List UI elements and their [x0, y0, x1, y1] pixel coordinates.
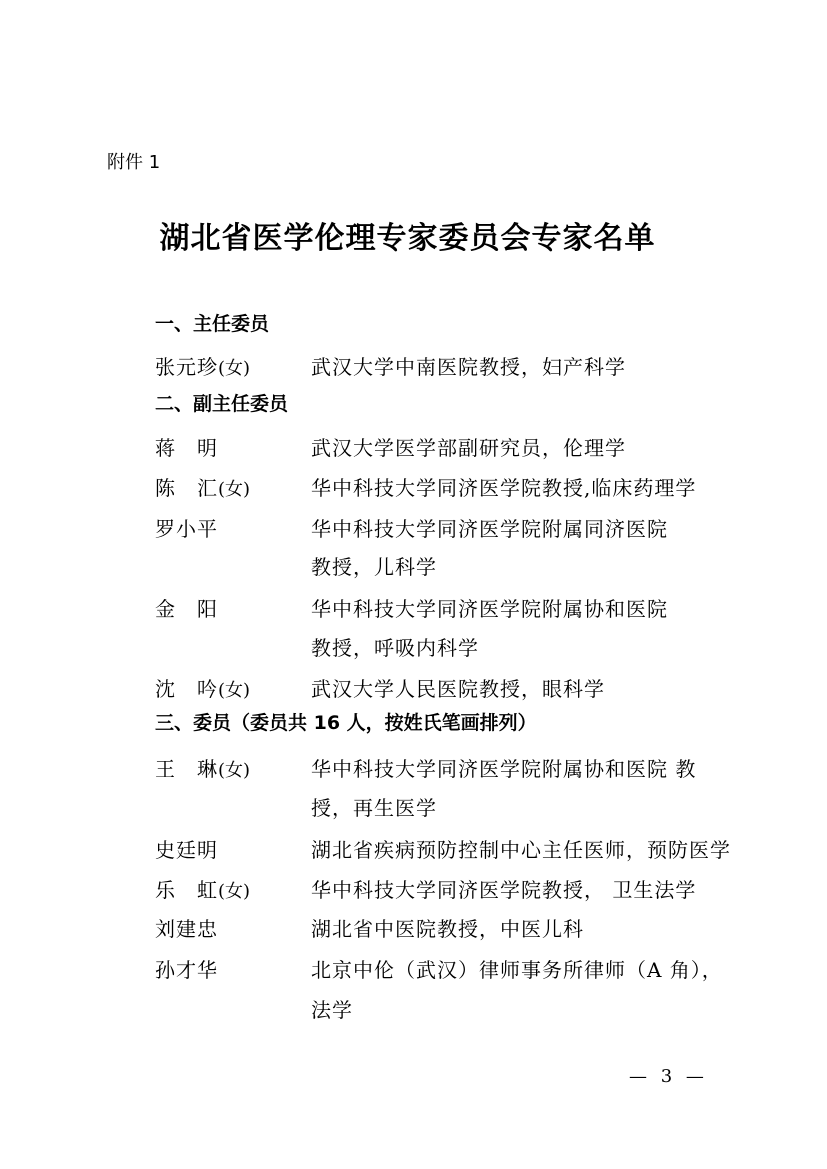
- member-gender-note: (女): [218, 479, 251, 500]
- member-desc-cont: 教授，呼吸内科学: [311, 636, 479, 660]
- member-name-text: 沈 吟: [155, 677, 218, 701]
- section-heading-vice-chair: 二、副主任委员: [155, 393, 289, 415]
- member-desc: 武汉大学人民医院教授，眼科学: [311, 677, 605, 701]
- member-name-text: 张元珍: [155, 355, 218, 379]
- member-gender-note: (女): [218, 680, 251, 701]
- member-name-text: 刘建忠: [155, 917, 218, 941]
- member-name: [155, 432, 218, 461]
- page-number: — 3 —: [629, 1066, 708, 1087]
- document-title: [0, 213, 827, 257]
- document-title-text: 湖北省医学伦理专家委员会专家名单: [159, 221, 656, 256]
- member-desc: 武汉大学医学部副研究员，伦理学: [311, 436, 626, 460]
- member-name: [155, 351, 250, 380]
- member-name-text: 蒋 明: [155, 436, 218, 460]
- member-name: [155, 673, 250, 702]
- member-desc: 湖北省中医院教授，中医儿科: [311, 917, 584, 941]
- member-name: [155, 753, 250, 782]
- member-desc-cont: 教授，儿科学: [311, 555, 437, 579]
- member-name-text: 罗小平: [155, 517, 218, 541]
- member-gender-note: (女): [218, 760, 251, 781]
- member-name-text: 陈 汇: [155, 476, 218, 500]
- member-name-text: 金 阳: [155, 597, 218, 621]
- member-name-text: 王 琳: [155, 757, 218, 781]
- member-name-text: 孙才华: [155, 958, 218, 982]
- member-name: [155, 593, 218, 622]
- member-desc-cont: 法学: [311, 998, 353, 1022]
- member-name: [155, 954, 218, 983]
- attachment-label: 附件 1: [107, 152, 161, 173]
- member-desc-cont: 授，再生医学: [311, 796, 437, 820]
- member-name-text: 乐 虹: [155, 878, 218, 902]
- member-name: [155, 913, 218, 942]
- member-gender-note: (女): [218, 358, 251, 379]
- member-desc: 华中科技大学同济医学院附属同济医院: [311, 517, 668, 541]
- member-gender-note: (女): [218, 881, 251, 902]
- member-desc: 华中科技大学同济医学院教授， 卫生法学: [311, 878, 697, 902]
- member-name: [155, 834, 218, 863]
- member-name: [155, 874, 250, 903]
- member-desc: 武汉大学中南医院教授，妇产科学: [311, 355, 626, 379]
- member-desc: 北京中伦（武汉）律师事务所律师（A 角），: [311, 958, 723, 982]
- member-desc: 华中科技大学同济医学院附属协和医院: [311, 597, 668, 621]
- member-name: [155, 513, 218, 542]
- member-name: [155, 472, 250, 501]
- section-heading-members: 三、委员（委员共 16 人，按姓氏笔画排列）: [155, 712, 537, 734]
- member-name-text: 史廷明: [155, 838, 218, 862]
- member-desc: 华中科技大学同济医学院教授,临床药理学: [311, 476, 697, 500]
- section-heading-chair: 一、主任委员: [155, 313, 270, 335]
- member-desc: 华中科技大学同济医学院附属协和医院 教: [311, 757, 697, 781]
- member-desc: 湖北省疾病预防控制中心主任医师，预防医学: [311, 838, 731, 862]
